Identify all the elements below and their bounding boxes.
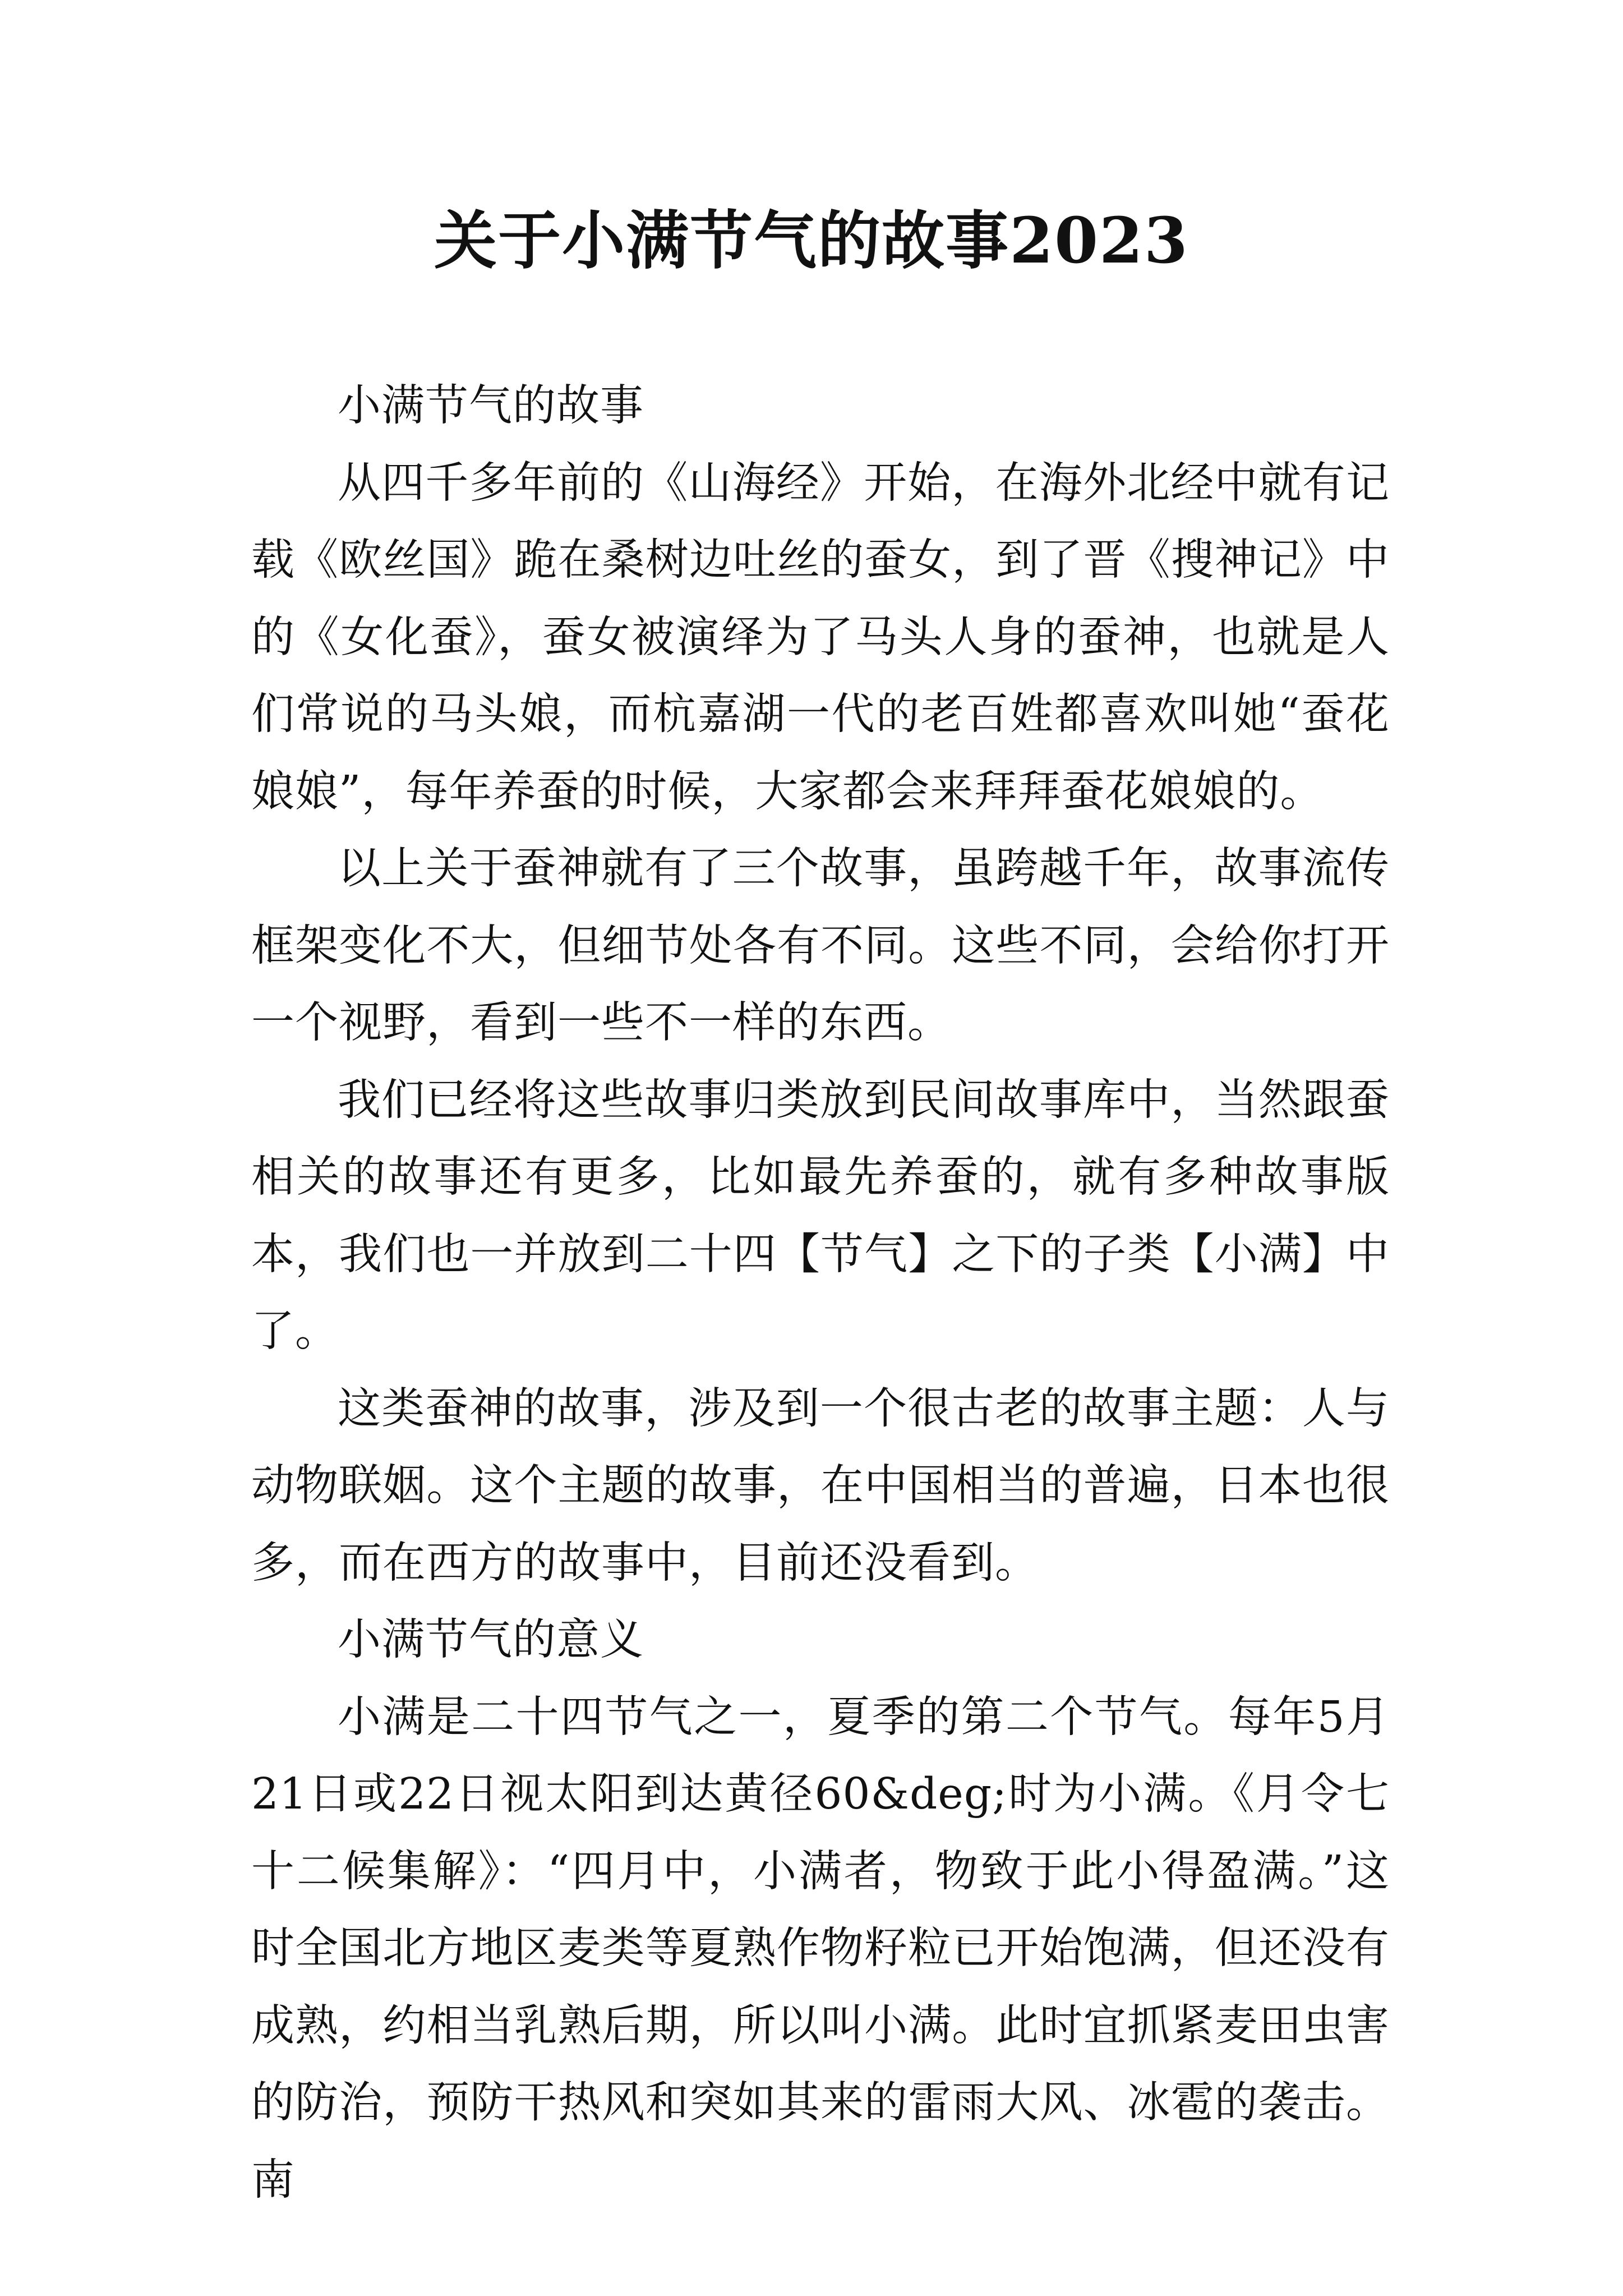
document-body [251,367,1390,2219]
section-heading: 小满节气的意义 [338,1615,644,1665]
paragraph: 以上关于蚕神就有了三个故事，虽跨越千年，故事流传框架变化不大，但细节处各有不同。这些不同，会给你打开一个视野，看到一些不一样的东西。 [251,844,1390,1048]
paragraph: 我们已经将这些故事归类放到民间故事库中，当然跟蚕相关的故事还有更多，比如最先养蚕的，就有多种故事版本，我们也一并放到二十四【节气】之下的子类【小满】中了。 [251,1075,1390,1356]
paragraph: 这类蚕神的故事，涉及到一个很古老的故事主题：人与动物联姻。这个主题的故事，在中国相当的普遍，日本也很多，而在西方的故事中，目前还没看到。 [251,1383,1390,1588]
paragraph: 从四千多年前的《山海经》开始，在海外北经中就有记载《欧丝国》跪在桑树边吐丝的蚕女，到了晋《搜神记》中的《女化蚕》，蚕女被演绎为了马头人身的蚕神，也就是人们常说的马头娘，而杭嘉湖一代的老百姓都喜欢叫她“蚕花娘娘”，每年养蚕的时候，大家都会来拜拜蚕花娘娘的。 [251,458,1390,817]
page-title: 关于小满节气的故事2023 [434,204,1189,278]
section-heading: 小满节气的故事 [338,381,644,431]
paragraph: 小满是二十四节气之一，夏季的第二个节气。每年5月21日或22日视太阳到达黄径60&deg;时为小满。《月令七十二候集解》：“四月中，小满者，物致于此小得盈满。”这时全国北方地区麦类等夏熟作物籽粒已开始饱满，但还没有成熟，约相当乳熟后期，所以叫小满。此时宜抓紧麦田虫害的防治，预防干热风和突如其来的雷雨大风、冰雹的袭击。南 [251,1692,1390,2205]
